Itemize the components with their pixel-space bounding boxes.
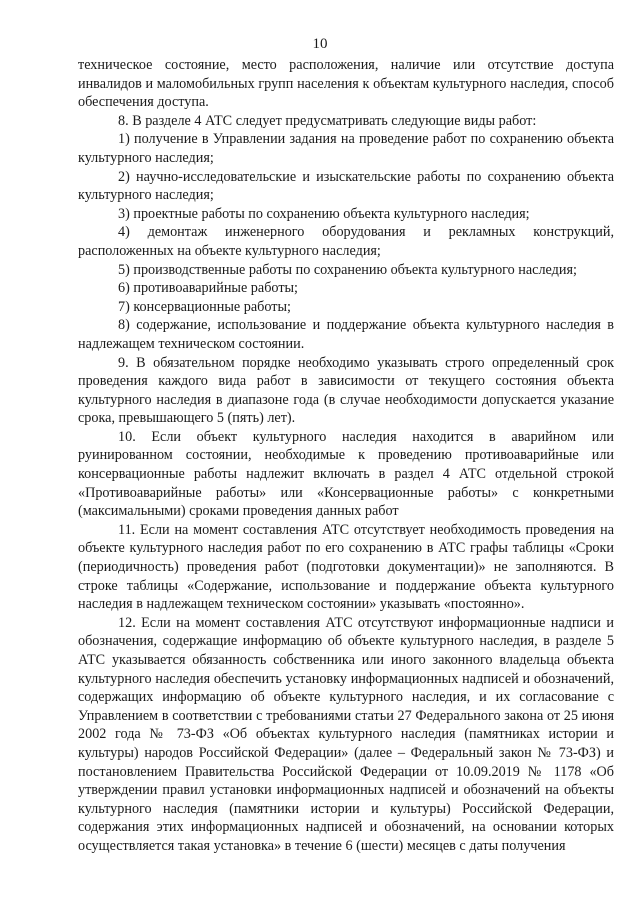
paragraph-11: 11. Если на момент составления АТС отсутствует необходимость проведения на объекте культурного наследия работ по его сохранению в АТС графы таблицы «Сроки (периодичность) проведения работ (подготовки документации)» не заполняются. В строке таблицы «Содержание, использование и поддержание объекта культурного наследия в надлежащем техническом состоянии» указывать «постоянно». — [78, 521, 614, 613]
list-item-2: 2) научно-исследовательские и изыскательские работы по сохранению объекта культурного наследия; — [78, 168, 614, 204]
list-item-1: 1) получение в Управлении задания на проведение работ по сохранению объекта культурного наследия; — [78, 131, 614, 166]
paragraph-continuation: техническое состояние, место расположения, наличие или отсутствие доступа инвалидов и маломобильных групп населения к объектам культурного наследия, способ обеспечения доступа. — [78, 57, 614, 111]
list-item-4: 4) демонтаж инженерного оборудования и рекламных конструкций, расположенных на объекте культурного наследия; — [78, 224, 614, 259]
paragraph-10: 10. Если объект культурного наследия находится в аварийном или руинированном состоянии, необходимые к проведению противоаварийные или консервационные работы надлежит включать в раздел 4 АТС отдельной строкой «Противоаварийные работы» или «Консервационные работы» с конкретными (максимальными) сроками проведения данных работ — [78, 428, 614, 520]
paragraph-8: 8. В разделе 4 АТС следует предусматривать следующие виды работ: — [118, 112, 537, 129]
paragraph-9: 9. В обязательном порядке необходимо указывать строго определенный срок проведения каждого вида работ в зависимости от текущего состояния объекта культурного наследия в диапазоне года (в случае необходимости допускается указание срока, превышающего 5 (пять) лет). — [78, 354, 614, 427]
list-item-3: 3) проектные работы по сохранению объекта культурного наследия; — [118, 205, 530, 222]
body-text — [78, 56, 614, 856]
page-number: 10 — [312, 36, 328, 52]
list-item-7: 7) консервационные работы; — [118, 298, 291, 315]
list-item-5: 5) производственные работы по сохранению объекта культурного наследия; — [118, 261, 577, 278]
list-item-6: 6) противоаварийные работы; — [118, 280, 298, 297]
list-item-8: 8) содержание, использование и поддержание объекта культурного наследия в надлежащем техническом состоянии. — [78, 317, 614, 352]
paragraph-12: 12. Если на момент составления АТС отсутствуют информационные надписи и обозначения, содержащие информацию об объекте культурного наследия, в разделе 5 АТС указывается обязанность собственника или иного законного владельца объекта культурного наследия обеспечить установку информационных надписей и обозначений, содержащих информацию об объекте культурного наследия, и их согласование с Управлением в соответствии с требованиями статьи 27 Федерального закона от 25 июня 2002 года № 73-ФЗ «Об объектах культурного наследия (памятниках истории и культуры) народов Российской Федерации» (далее – Федеральный закон № 73-ФЗ) и постановлением Правительства Российской Федерации от 10.09.2019 № 1178 «Об утверждении правил установки информационных надписей и обозначений на объекты культурного наследия (памятники истории и культуры) Российской Федерации, содержания этих информационных надписей и обозначений, на основании которых осуществляется такая установка» в течение 6 (шести) месяцев с даты получения — [78, 614, 614, 854]
